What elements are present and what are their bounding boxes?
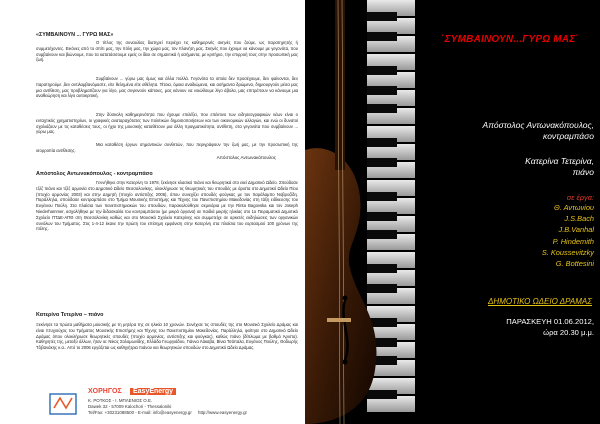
sponsor-line-1: Κ. ΡΟΤΚΟΣ - Ι. ΜΠΛΕΝΙΟΣ Ο.Ε. xyxy=(88,398,153,403)
work-composer: J.B.Vanhal xyxy=(558,225,594,235)
bio2-heading: Κατερίνα Τετερίνα – πιάνο xyxy=(36,312,104,318)
intro-paragraph-1: Ο τίτλος της συναυλίας διατηρεί περιέχει τις καθημερινές σκηνές που ζούμε, ως παρατηρητής ή συμμετέχοντες. Εικόνες από το σπίτι μας, την πόλη μας, την χώρα μας, τον πλανήτη μας. Σκηνές που έχουμε να κάνουμε με γεγονότα, που συμβαίνουν και βιώνουμε, που τα κατατάσσουμε εμείς οι ίδιοι σε σημαντικά ή ασήμαντα, με κριτήριο, την επιρροή τους στην προσωπική μας ζωή. xyxy=(36,40,298,63)
venue: ΔΗΜΟΤΙΚΟ ΩΔΕΙΟ ΔΡΑΜΑΣ xyxy=(488,297,592,306)
performer-2-name: Κατερίνα Τετερίνα, xyxy=(525,156,594,166)
sponsor-line-3: Tel/Fax: +30231088500 - E-mail: info@easyenergy.gr xyxy=(88,410,192,415)
work-composer: J.S.Bach xyxy=(564,214,594,224)
sponsor-website-link[interactable]: http://www.easyenergy.gr xyxy=(198,410,247,415)
sponsor-logo-icon xyxy=(48,390,82,418)
event-time: ώρα 20.30 μ.μ. xyxy=(543,328,594,337)
performer-1 xyxy=(424,120,594,142)
performer-1-name: Απόστολος Αντωνακόπουλος, xyxy=(482,120,594,130)
performer-1-instrument: κοντραμπάσο xyxy=(543,131,594,141)
bio1-heading: Απόστολος Αντωνακόπουλος - κοντραμπάσο xyxy=(36,171,153,177)
works-list xyxy=(454,202,594,269)
intro-paragraph-2: Συμβαίνουν ... γύρω μας όμως και άλλα πολλά. Γεγονότα τα οποία δεν προσέχουμε, δεν φαίνονται, δεν παρατηρούμε ,δεν αντιλαμβανόμαστε, είτε θελημένα είτε αθέλητα. Τέτοια, όμοια αναδιώμενα, και ασήμαντα δρώμενα, δημιουργούν μέσα μας μια αντίθεση, μας προβληματίζουν για λίγο, μας συγκινούν κάποιες, μας κάνουν να νοιώθουμε λίγο άβολα, μας επιτρέπουν να κάνουμε μια αναθεώρηση και λίγο αυτοκριτική. xyxy=(36,76,298,99)
works-label: σε έργα: xyxy=(566,193,594,202)
right-text-area xyxy=(420,0,600,424)
concert-title: ΄ΣΥΜΒΑΙΝΟΥΝ...ΓΥΡΩ ΜΑΣ΄ xyxy=(441,34,579,45)
intro-paragraph-4: Μια καταθέση έργων σημαντικών συνθετών, που περιγράφουν την ζωή μας, με την προσωπική της ισορροπία αντίθεσης. xyxy=(36,142,298,153)
right-panel xyxy=(305,0,600,424)
event-day-date: ΠΑΡΑΣΚΕΥΗ 01.06.2012, xyxy=(506,317,594,326)
work-composer: P. Hindemith xyxy=(552,236,594,246)
bio1-text: Γεννήθηκε στην Κατερίνη το 1978, ξεκίνησε κλασικό πιάνο και θεωρητικά στο εκεί Δημοτικό Ωδείο. Σπούδασε τζέζ πιάνο και τζέζ αρμονία στο Δημοτικό Ωδείο Θεσσαλονίκης, ολοκλήρωσε τις θεωρητικές του σπουδές με άριστα στο Δημοτικό Ωδείο Πίου (πτυχίο αρμονίας 2003) και στην Δημητή (πτυχίο αντίστιξης 2006), όπου συνεχίζει σπουδές φούγκας με τον Χαράλαμπο Νοβροζίδη. Παράλληλα, σπούδασε κοντραμπάσο στο Τμήμα Μουσικής Επιστήμης και Τέχνης του Πανεπιστημίου Μακεδονίας στη τάξη ειδίκευσης του Ευγένιου Πούλη. Στα πλαίσια των πανεπιστημιακών του σπουδών, παρακολούθησε σεμινάρια με την Rinta Bagovska και τον Joseph Niederhammer, ασχολήθηκε με την διδασκαλία του κοντραμπάσου (με μικρά όργανα) σε παιδιά μικρής ηλικίας στο 1ο Πειραματικό Δημοτικό Σχολείο ΠΤΔΕ-ΑΠΘ στη Θεσσαλονίκη καθώς και στο Μουσικό Σχολείο Κατερίνης και συμμετείχε σε αρκετές εκδηλώσεις των οργανικών συνόλων του Τμήματος. Στις 1-4-12 έκανε την πρώτη του επίσημη εμφάνιση στην Κατερίνη στα πλαίσια του εορτασμού 100 χρόνων της πόλης. xyxy=(36,180,298,232)
performer-2 xyxy=(424,156,594,178)
intro-paragraph-3: Στην δύσκολη καθημερινότητα που έχουμε επιλέξει, που επέκτινο των ειδησεογραφικών νέων είναι ο ενταχτικός χρηματιστηρίων, οι γραφικές αναταραχότατες των πολιτικών δημοσιοποιήσεων και των οικονομικών αλλαγών, και ενώ οι δυνατοί σχολιάζουν με τις καταθέσεις τους, οι ήχοι της μουσικής καταθέτουν μια άλλη πραγματικότητα, αντίθετη, στα γεγονότα που συμβαίνουν ... γύρω μας. xyxy=(36,112,298,135)
sponsor-brand: EasyEnergy xyxy=(130,388,176,395)
double-bass-piano-photo xyxy=(305,0,420,424)
sponsor-line-2: Dawek 32 - 57009 Kalochori - Thessaloniki xyxy=(88,404,172,409)
event-date xyxy=(506,316,594,338)
sponsor-block xyxy=(48,388,300,424)
left-title: «ΣΥΜΒΑΙΝΟΥΝ ... ΓΥΡΩ ΜΑΣ» xyxy=(36,32,114,38)
sponsor-label: ΧΟΡΗΓΟΣ xyxy=(88,388,122,395)
work-composer: G. Bottesini xyxy=(555,259,594,269)
bio2-text: Ξεκίνησε τα πρώτα μαθήματα μουσικής με τη μητέρα της σε ηλικία 10 χρονών. Συνέχισε τις σπουδές της στο Μουσικό Σχολείο Δράμας και είναι πτυχιούχος του Τμήματος Μουσικής Επιστήμης και Τέχνης του Πανεπιστημίου Μακεδονίας. Παράλληλα, φοίτησε στο Δημοτικό Ωδείο Δράμας όπου ολοκλήρωσε θεωρητικές σπουδές (πτυχίο αρμονίας, αντίστιξης και φούγκας), καθώς πιάνο (δίπλωμα με βαθμό Άριστα). Καθηγητές της, μεταξύ άλλων, ήταν οι: Νίκος Σολομωνίδης, Ελλάδα Γεωργιάδου, Γιάννα Λάκαβα, Βίνια Τσάπαλα, Ευγένιος Πούλης, Θοδωρής Τζιβανάκης κ.α.. Από το 2006 εργάζεται ως καθηγήτρια πιάνου και θεωρητικών σπουδών στο Δημοτικό Ωδείο Δράμας. xyxy=(36,322,298,351)
work-composer: Θ. Αντωνίου xyxy=(554,203,594,212)
performer-2-instrument: πιάνο xyxy=(572,167,594,177)
signature: Απόστολος Αντωνακόπουλος xyxy=(216,155,276,160)
work-composer: S. Koussevitzky xyxy=(541,247,594,257)
